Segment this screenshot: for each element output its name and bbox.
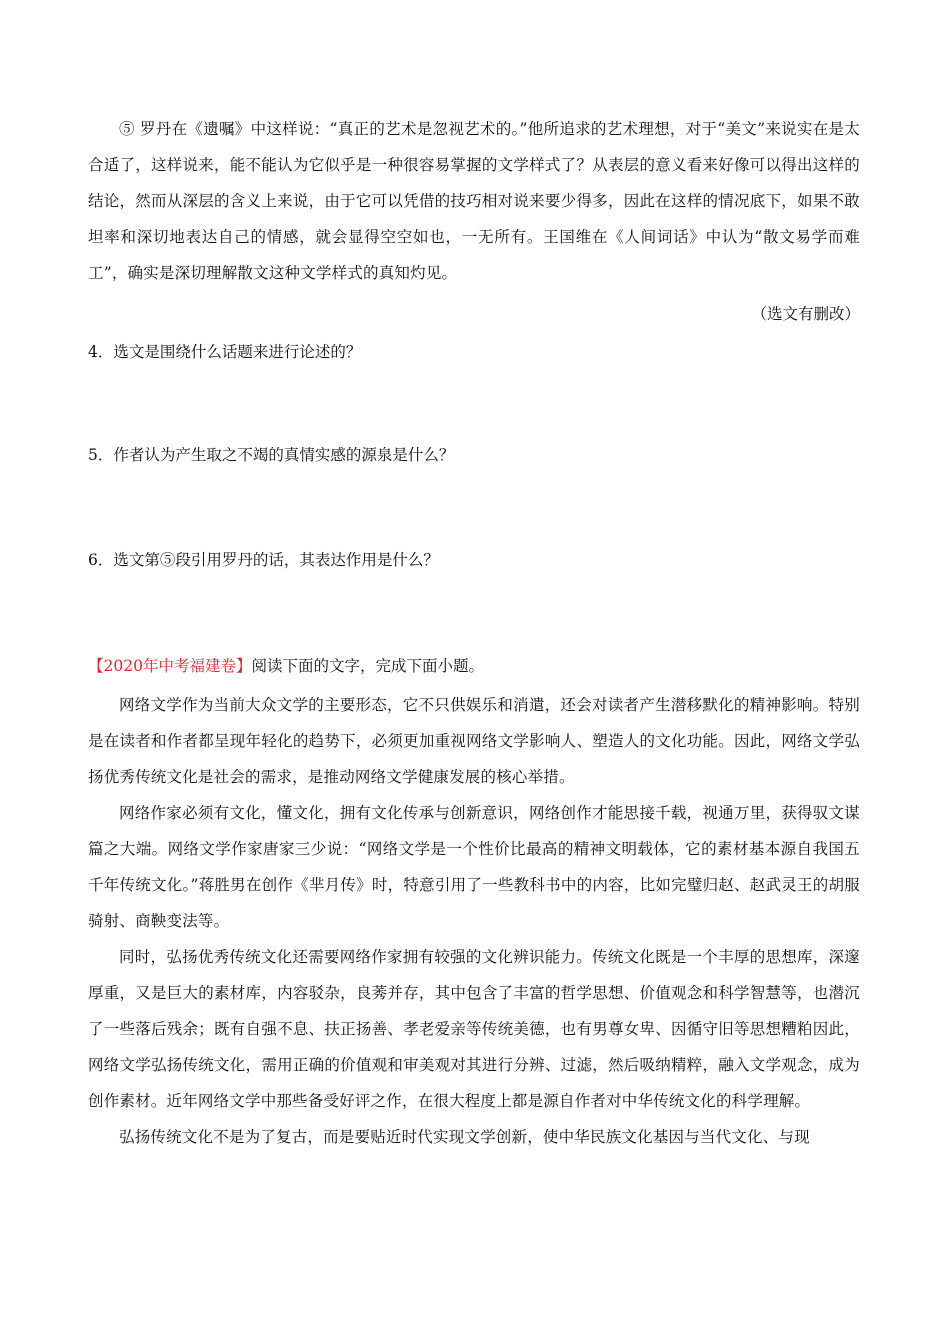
passage2-paragraph-2: 网络作家必须有文化，懂文化，拥有文化传承与创新意识，网络创作才能思接千载，视通万里，获得驭文谋篇之大端。网络文学作家唐家三少说：“网络文学是一个性价比最高的精神文明载体，它的素材基本源自我国五千年传统文化。”蒋胜男在创作《芈月传》时，特意引用了一些教科书中的内容，比如完璧归赵、赵武灵王的胡服骑射、商鞅变法等。 [88, 804, 860, 930]
section2-header [88, 652, 860, 680]
passage1-paragraph-5: ⑤ 罗丹在《遗嘱》中这样说：“真正的艺术是忽视艺术的。”他所追求的艺术理想，对于“美文”来说实在是太合适了，这样说来，能不能认为它似乎是一种很容易掌握的文学样式了？从表层的意义看来好像可以得出这样的结论，然而从深层的含义上来说，由于它可以凭借的技巧相对说来要少得多，因此在这样的情况底下，如果不敢坦率和深切地表达自己的情感，就会显得空空如也，一无所有。王国维在《人间词话》中认为“散文易学而难工”，确实是深切理解散文这种文学样式的真知灼见。 [88, 120, 860, 282]
passage2-paragraph-1: 网络文学作为当前大众文学的主要形态，它不只供娱乐和消遣，还会对读者产生潜移默化的精神影响。特别是在读者和作者都呈现年轻化的趋势下，必须更加重视网络文学影响人、塑造人的文化功能。因此，网络文学弘扬优秀传统文化是社会的需求，是推动网络文学健康发展的核心举措。 [88, 696, 860, 786]
source-tag: 【2020年中考福建卷】 [88, 657, 252, 675]
question-4: 4．选文是围绕什么话题来进行论述的？ [88, 343, 362, 361]
passage2-block [88, 687, 860, 1155]
passage2-paragraph-3: 同时，弘扬优秀传统文化还需要网络作家拥有较强的文化辨识能力。传统文化既是一个丰厚的思想库，深邃厚重，又是巨大的素材库，内容驳杂，良莠并存，其中包含了丰富的哲学思想、价值观念和科学智慧等，也潜沉了一些落后残余；既有自强不息、扶正扬善、孝老爱亲等传统美德，也有男尊女卑、因循守旧等思想糟粕因此，网络文学弘扬传统文化，需用正确的价值观和审美观对其进行分辨、过滤，然后吸纳精粹，融入文学观念，成为创作素材。近年网络文学中那些备受好评之作，在很大程度上都是源自作者对中华传统文化的科学理解。 [88, 948, 860, 1110]
question-5: 5．作者认为产生取之不竭的真情实感的源泉是什么？ [88, 446, 455, 464]
passage2-paragraph-4: 弘扬传统文化不是为了复古，而是要贴近时代实现文学创新，使中华民族文化基因与当代文化、与现 [119, 1128, 810, 1146]
instruction-text: 阅读下面的文字，完成下面小题。 [251, 657, 484, 675]
edited-note: （选文有删改） [751, 305, 860, 323]
question-6: 6．选文第⑤段引用罗丹的话，其表达作用是什么？ [88, 551, 439, 569]
passage1-block [88, 111, 860, 291]
